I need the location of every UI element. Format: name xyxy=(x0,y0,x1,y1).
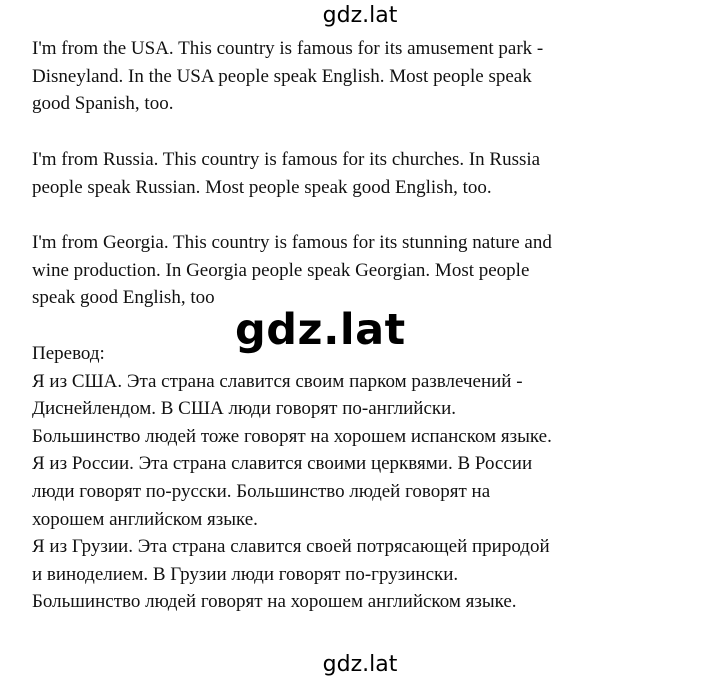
translation-line: Большинство людей говорят на хорошем английском языке. xyxy=(32,591,517,613)
paragraph-line: wine production. In Georgia people speak Georgian. Most people xyxy=(32,259,530,281)
paragraph-line: people speak Russian. Most people speak good English, too. xyxy=(32,176,492,198)
paragraph-line: I'm from the USA. This country is famous for its amusement park - xyxy=(32,38,544,59)
paragraph-line: good Spanish, too. xyxy=(32,93,174,115)
translation-line: Диснейлендом. В США люди говорят по-английски. xyxy=(32,398,457,420)
translation-block xyxy=(32,340,672,616)
translation-line: Большинство людей тоже говорят на хорошем испанском языке. xyxy=(32,425,552,447)
watermark-bottom: gdz.lat xyxy=(322,652,398,677)
paragraph-russia xyxy=(32,146,672,201)
translation-line: люди говорят по-русски. Большинство людей говорят на xyxy=(32,480,491,502)
translation-line: Я из США. Эта страна славится своим парком развлечений - xyxy=(32,370,523,392)
paragraph-georgia xyxy=(32,229,672,312)
translation-line: Я из России. Эта страна славится своими церквями. В России xyxy=(32,453,533,475)
watermark-top: gdz.lat xyxy=(322,3,398,28)
translation-line: и виноделием. В Грузии люди говорят по-грузински. xyxy=(32,563,459,585)
watermark-middle: gdz.lat xyxy=(235,305,406,355)
translation-heading: Перевод: xyxy=(32,343,105,364)
translation-line: Я из Грузии. Эта страна славится своей потрясающей природой xyxy=(32,536,550,558)
paragraph-line: Disneyland. In the USA people speak English. Most people speak xyxy=(32,65,532,87)
paragraph-line: I'm from Russia. This country is famous for its churches. In Russia xyxy=(32,149,541,170)
paragraph-usa xyxy=(32,35,672,118)
paragraph-line: I'm from Georgia. This country is famous for its stunning nature and xyxy=(32,232,552,253)
paragraph-line: speak good English, too xyxy=(32,287,215,309)
translation-line: хорошем английском языке. xyxy=(32,508,258,530)
